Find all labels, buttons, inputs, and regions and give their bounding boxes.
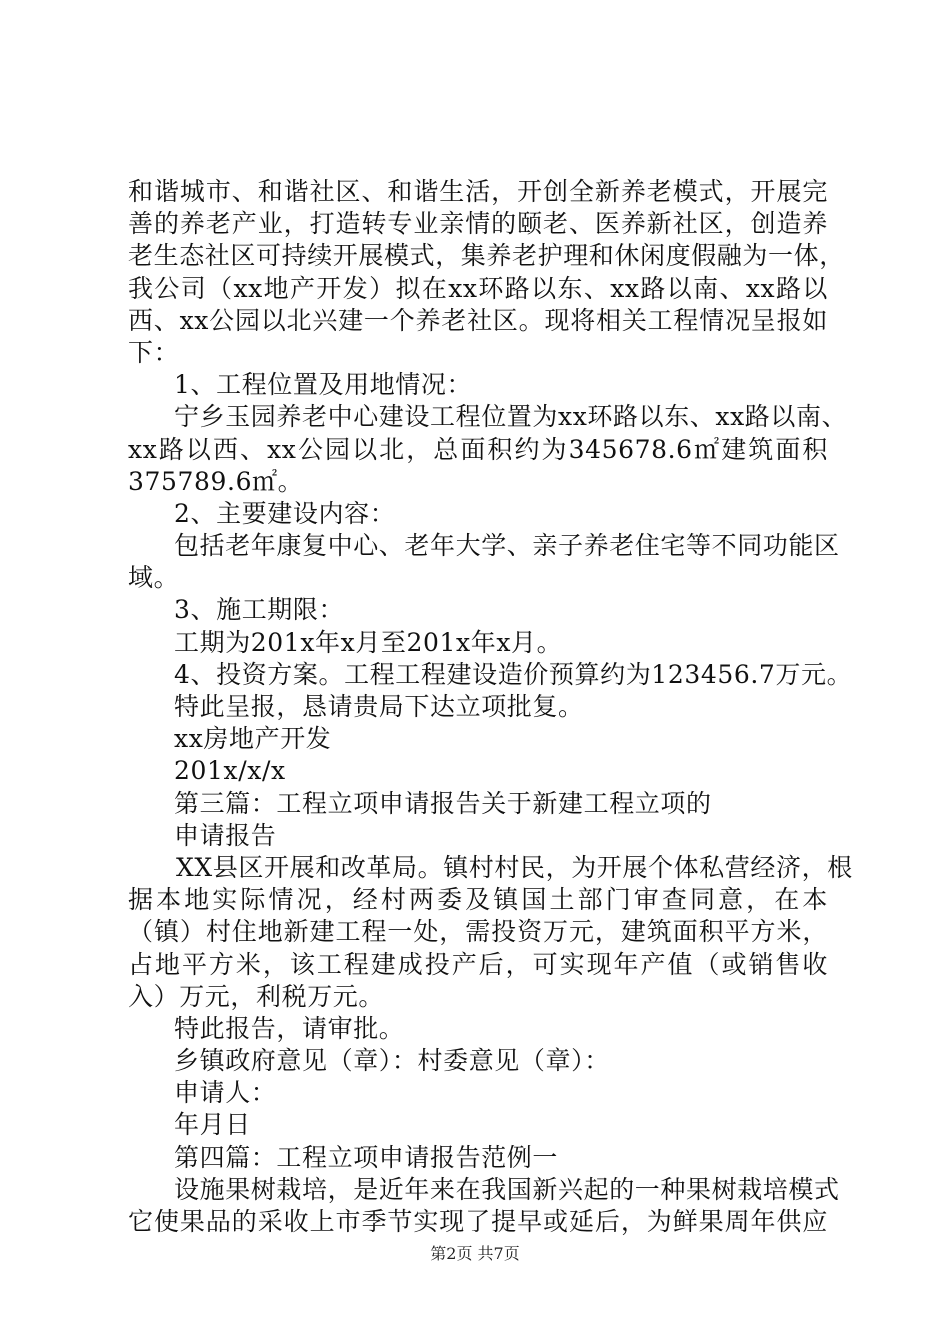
text-line: 下： [128, 337, 180, 367]
text-line: 375789.6㎡。 [128, 466, 304, 496]
text-line: 老生态社区可持续开展模式，集养老护理和休闲度假融为一体， [128, 241, 845, 271]
text-line: xx路以西、xx公园以北，总面积约为345678.6㎡建筑面积 [128, 434, 828, 464]
text-line: 申请人： [174, 1078, 277, 1108]
text-line: 特此呈报，恳请贵局下达立项批复。 [174, 692, 584, 721]
section-heading: 3、施工期限： [174, 595, 345, 625]
text-line: 域。 [128, 563, 180, 593]
text-line: 4、投资方案。工程工程建设造价预算约为123456.7万元。 [174, 659, 853, 689]
text-line: 入）万元，利税万元。 [128, 981, 385, 1011]
signature-company: xx房地产开发 [174, 724, 332, 754]
text-line: 和谐城市、和谐社区、和谐生活，开创全新养老模式，开展完 [128, 177, 828, 206]
text-line: 特此报告，请审批。 [174, 1013, 405, 1043]
chapter-title: 申请报告 [174, 820, 277, 850]
text-line: 我公司（xx地产开发）拟在xx环路以东、xx路以南、xx路以 [128, 273, 828, 303]
signature-date: 201x/x/x [174, 756, 286, 786]
text-line: 据本地实际情况，经村两委及镇国土部门审查同意，在本 [128, 885, 828, 915]
section-heading: 2、主要建设内容： [174, 498, 396, 528]
document-body [128, 176, 853, 1238]
text-line: 工期为201x年x月至201x年x月。 [174, 627, 563, 657]
text-line: 西、xx公园以北兴建一个养老社区。现将相关工程情况呈报如 [128, 305, 828, 335]
text-line: 宁乡玉园养老中心建设工程位置为xx环路以东、xx路以南、 [174, 402, 848, 432]
text-line: 善的养老产业，打造转专业亲情的颐老、医养新社区，创造养 [128, 209, 828, 239]
chapter-title: 第三篇：工程立项申请报告关于新建工程立项的 [174, 788, 712, 818]
section-heading: 1、工程位置及用地情况： [174, 370, 473, 400]
text-line: 年月日 [174, 1110, 251, 1140]
text-line: （镇）村住地新建工程一处，需投资万元，建筑面积平方米， [128, 917, 828, 947]
text-line: 设施果树栽培，是近年来在我国新兴起的一种果树栽培模式 [174, 1174, 840, 1204]
text-line: XX县区开展和改革局。镇村村民，为开展个体私营经济，根 [176, 852, 853, 882]
text-line: 乡镇政府意见（章）：村委意见（章）： [174, 1046, 610, 1076]
chapter-title: 第四篇：工程立项申请报告范例一 [174, 1142, 559, 1172]
text-line: 它使果品的采收上市季节实现了提早或延后，为鲜果周年供应 [128, 1207, 828, 1236]
text-line: 包括老年康复中心、老年大学、亲子养老住宅等不同功能区 [174, 531, 840, 561]
page-footer: 第2页 共7页 [430, 1244, 520, 1263]
text-line: 占地平方米，该工程建成投产后，可实现年产值（或销售收 [128, 949, 828, 979]
